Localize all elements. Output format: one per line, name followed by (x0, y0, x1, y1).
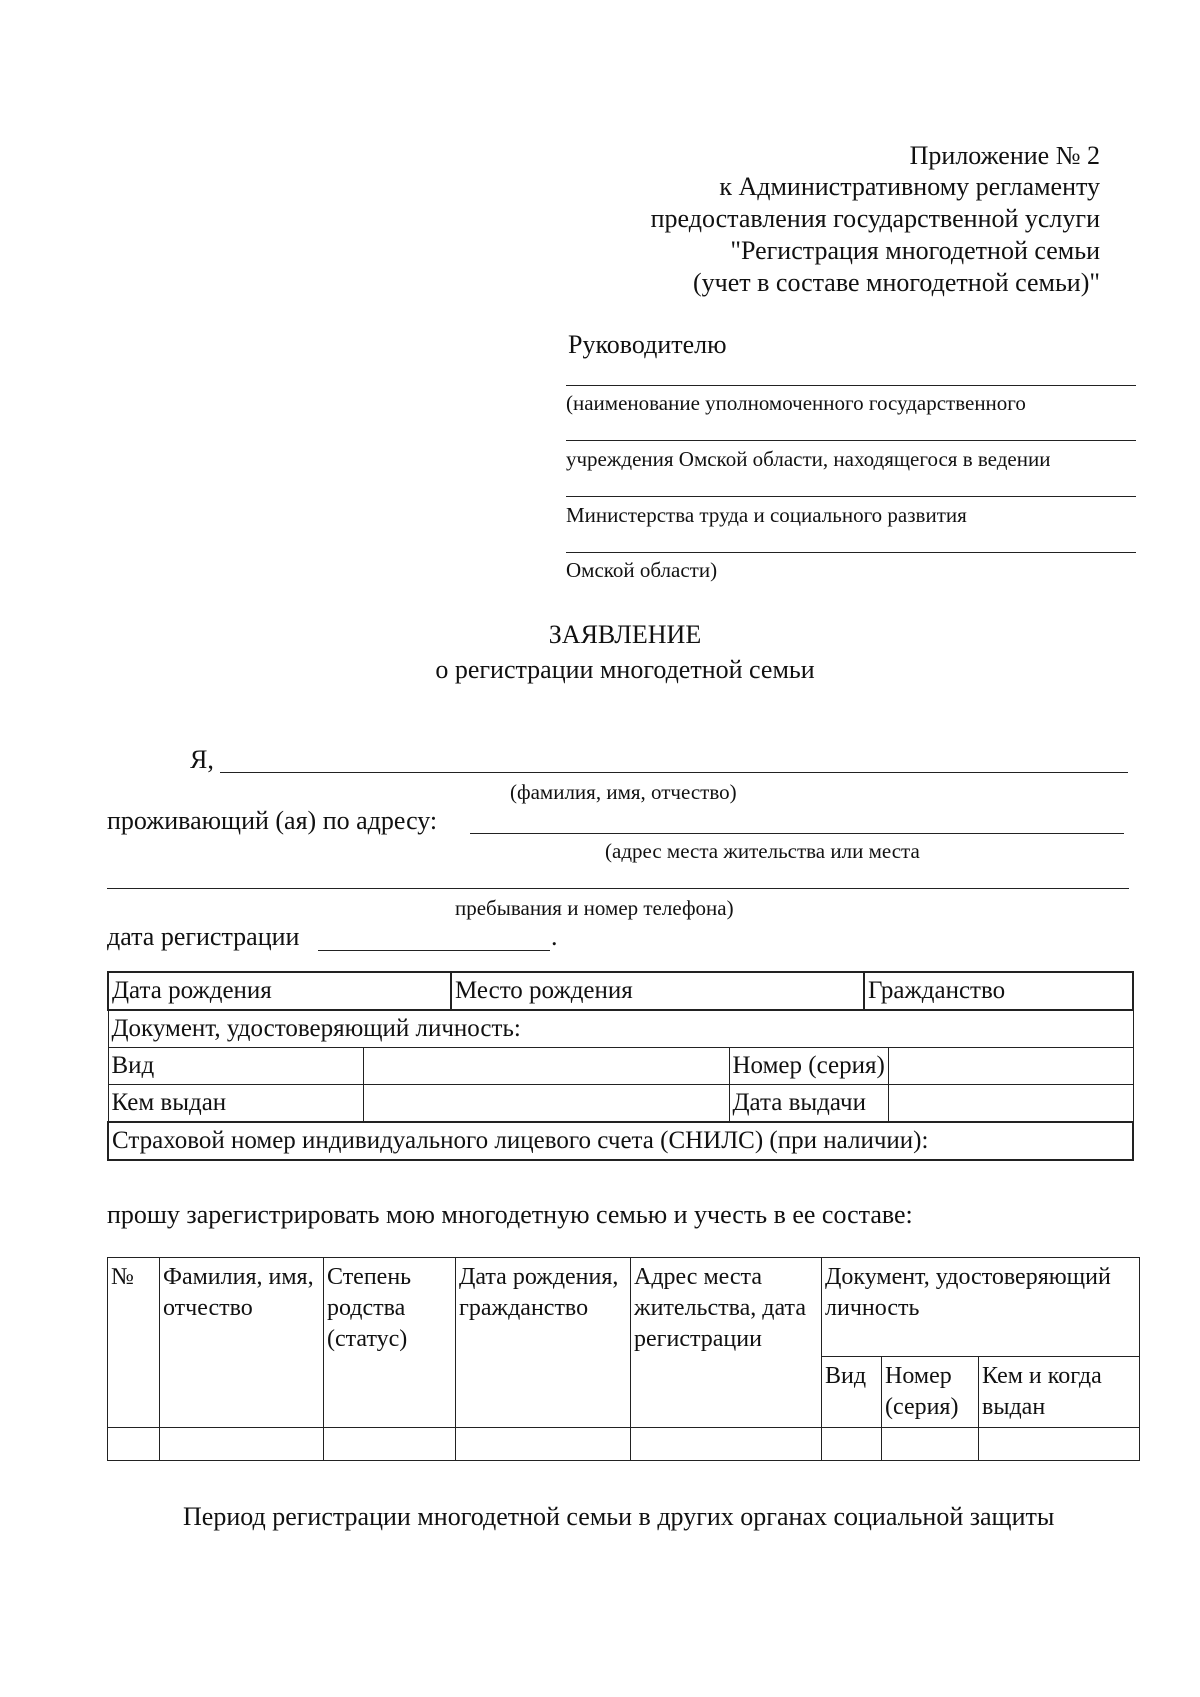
cell-number[interactable] (108, 1428, 160, 1461)
document-title: ЗАЯВЛЕНИЕ (548, 620, 702, 649)
cell-address[interactable] (631, 1428, 822, 1461)
addressee-hint-4: Омской области) (566, 558, 718, 582)
snils-cell[interactable]: Страховой номер индивидуального лицевого счета (СНИЛС) (при наличии): (108, 1122, 1133, 1160)
appendix-service-name: "Регистрация многодетной семьи (730, 236, 1100, 265)
person-details-table (107, 971, 1134, 1161)
col-fio-header: Фамилия, имя, отчество (160, 1258, 324, 1428)
address-label: проживающий (ая) по адресу: (107, 806, 438, 835)
addressee-hint-2: учреждения Омской области, находящегося в ведении (566, 447, 1051, 471)
applicant-fio-hint: (фамилия, имя, отчество) (510, 780, 737, 804)
col-birth-header: Дата рождения, гражданство (456, 1258, 631, 1428)
col-number-header: № (108, 1258, 160, 1428)
period-text: Период регистрации многодетной семьи в других органах социальной защиты (183, 1502, 1055, 1531)
addressee-hint-1: (наименование уполномоченного государственного (566, 391, 1026, 415)
col-document-header: Документ, удостоверяющий личность (822, 1258, 1140, 1357)
doc-number-label: Номер (серия) (729, 1048, 888, 1085)
issue-date-label: Дата выдачи (729, 1085, 888, 1123)
col-address-header: Адрес места жительства, дата регистрации (631, 1258, 822, 1428)
sub-doc-number-header: Номер (серия) (882, 1357, 979, 1428)
table-header-row (108, 1258, 1140, 1357)
issued-by-value[interactable] (363, 1085, 729, 1123)
birth-date-cell[interactable]: Дата рождения (108, 972, 451, 1010)
address-line-1[interactable] (470, 833, 1124, 834)
sub-doc-type-header: Вид (822, 1357, 882, 1428)
reg-date-dot: . (551, 922, 558, 951)
addressee-line-4[interactable] (566, 552, 1136, 553)
table-row (108, 1048, 1133, 1085)
applicant-fio-line[interactable] (220, 772, 1128, 773)
doc-type-value[interactable] (363, 1048, 729, 1085)
issued-by-label: Кем выдан (108, 1085, 363, 1123)
appendix-service: предоставления государственной услуги (650, 204, 1100, 233)
appendix-regulation: к Административному регламенту (719, 172, 1100, 201)
addressee-hint-3: Министерства труда и социального развития (566, 503, 967, 527)
table-row (108, 1085, 1133, 1123)
request-text: прошу зарегистрировать мою многодетную семью и учесть в ее составе: (107, 1200, 913, 1229)
table-row (108, 1010, 1133, 1048)
address-hint-1: (адрес места жительства или места (605, 839, 920, 863)
address-hint-2: пребывания и номер телефона) (455, 896, 734, 920)
doc-number-value[interactable] (888, 1048, 1133, 1085)
table-row (108, 1428, 1140, 1461)
cell-fio[interactable] (160, 1428, 324, 1461)
document-subtitle: о регистрации многодетной семьи (435, 655, 815, 684)
citizenship-cell[interactable]: Гражданство (864, 972, 1133, 1010)
doc-type-label: Вид (108, 1048, 363, 1085)
family-table (107, 1257, 1140, 1461)
birth-place-cell[interactable]: Место рождения (451, 972, 864, 1010)
reg-date-label: дата регистрации (107, 922, 300, 951)
table-row (108, 1122, 1133, 1160)
appendix-service-name-cont: (учет в составе многодетной семьи)" (692, 268, 1100, 297)
cell-relation[interactable] (324, 1428, 456, 1461)
table-row (108, 972, 1133, 1010)
id-document-header: Документ, удостоверяющий личность: (108, 1010, 1133, 1048)
applicant-i-label: Я, (190, 745, 214, 774)
addressee-to: Руководителю (568, 330, 727, 359)
cell-birth[interactable] (456, 1428, 631, 1461)
col-relation-header: Степень родства (статус) (324, 1258, 456, 1428)
cell-doc-number[interactable] (882, 1428, 979, 1461)
addressee-line-1[interactable] (566, 385, 1136, 386)
cell-doc-type[interactable] (822, 1428, 882, 1461)
cell-doc-issued[interactable] (979, 1428, 1140, 1461)
appendix-number: Приложение № 2 (909, 141, 1100, 170)
issue-date-value[interactable] (888, 1085, 1133, 1123)
sub-doc-issued-header: Кем и когда выдан (979, 1357, 1140, 1428)
address-line-2[interactable] (107, 888, 1129, 889)
reg-date-line[interactable] (318, 950, 550, 951)
addressee-line-2[interactable] (566, 440, 1136, 441)
addressee-line-3[interactable] (566, 496, 1136, 497)
